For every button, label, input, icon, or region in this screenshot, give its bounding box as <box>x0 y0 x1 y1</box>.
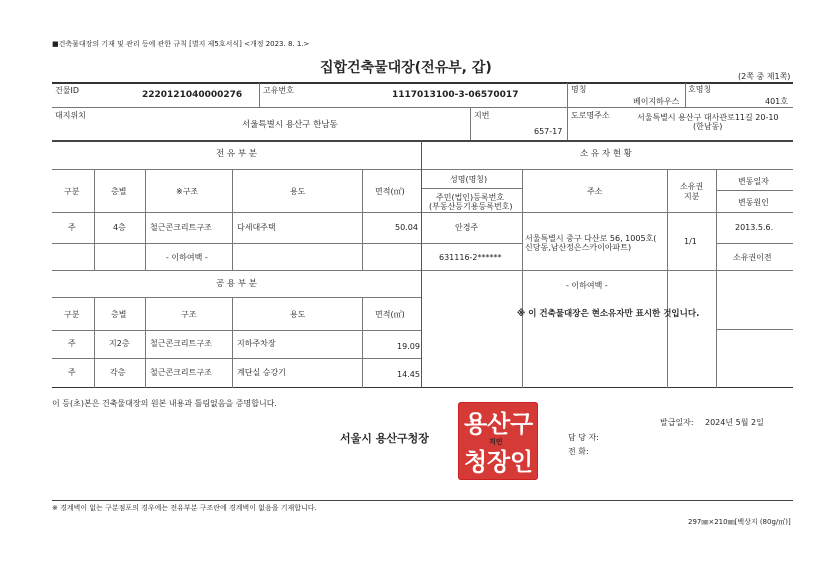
page-info: (2쪽 중 제1쪽) <box>738 72 791 81</box>
owner-header-share-line1: 소유권 <box>680 182 704 191</box>
row-struct: 철근콘크리트구조 <box>150 223 212 232</box>
building-name-value: 베이지하우스 <box>633 97 680 106</box>
exclusive-header-floor: 층별 <box>111 187 127 196</box>
row-use: 계단실 승강기 <box>237 368 286 377</box>
unique-no-label: 고유번호 <box>263 86 294 95</box>
row-area: 50.04 <box>395 223 418 232</box>
owner-header-date: 변동일자 <box>738 177 769 186</box>
owner-header-reg-line1: 주민(법인)등록번호 <box>436 193 505 202</box>
row-div: 주 <box>68 223 76 232</box>
road-address-label: 도로명주소 <box>571 111 610 120</box>
issue-date-label: 발급일자: <box>660 418 694 427</box>
ho-name-value: 401호 <box>765 97 788 106</box>
row-floor: 지2층 <box>109 339 130 348</box>
building-id-label: 건물ID <box>55 86 79 95</box>
lot-value: 657-17 <box>534 127 563 136</box>
building-id-value: 2220121040000276 <box>142 90 243 100</box>
owner-section-title: 소 유 자 현 황 <box>580 149 632 159</box>
owner-address-line2: 신당동,남산정은스카이아파트) <box>525 243 632 252</box>
common-header-area: 면적(㎡) <box>375 310 405 319</box>
site-label: 대지위치 <box>55 111 86 120</box>
owner-name: 안경주 <box>455 223 479 232</box>
exclusive-header-use: 용도 <box>290 187 306 196</box>
row-area: 19.09 <box>397 342 420 351</box>
common-header-floor: 층별 <box>111 310 127 319</box>
owner-notice: ※ 이 건축물대장은 현소유자만 표시한 것입니다. <box>517 309 700 319</box>
seal-char: 용 <box>464 409 488 438</box>
common-header-use: 용도 <box>290 310 306 319</box>
official-seal <box>458 402 538 480</box>
exclusive-header-struct: ※구조 <box>176 187 199 196</box>
common-section-title: 공 용 부 분 <box>216 279 257 289</box>
form-regulation-note: ■건축물대장의 기재 및 관리 등에 관한 규칙 [별지 제5호서식] <개정 2023. 8. 1.> <box>52 40 310 48</box>
unique-no-value: 1117013100-3-06570017 <box>392 90 519 100</box>
row-floor: 각층 <box>110 368 126 377</box>
owner-header-reg-line2: (부동산등기용등록번호) <box>429 202 513 211</box>
seal-char: 장 <box>487 447 511 476</box>
common-header-div: 구분 <box>64 310 80 319</box>
row-struct: 철근콘크리트구조 <box>150 368 212 377</box>
exclusive-end-marker: - 이하여백 - <box>166 253 208 262</box>
seal-char: 인 <box>510 447 534 476</box>
site-value: 서울특별시 용산구 한남동 <box>242 120 338 130</box>
row-div: 주 <box>68 339 76 348</box>
seal-small-text: 직인 <box>489 438 503 446</box>
change-cause: 소유권이전 <box>733 253 772 262</box>
lot-label: 지번 <box>474 111 490 120</box>
certification-text: 이 등(초)본은 건축물대장의 원본 내용과 틀림없음을 증명합니다. <box>52 399 277 408</box>
paper-spec: 297㎜×210㎜[백상지 (80g/㎡)] <box>688 518 791 526</box>
row-div: 주 <box>68 368 76 377</box>
seal-char: 구 <box>510 409 534 438</box>
common-header-struct: 구조 <box>181 310 197 319</box>
row-floor: 4층 <box>113 223 126 232</box>
issuer-name: 서울시 용산구청장 <box>340 432 429 445</box>
exclusive-header-div: 구분 <box>64 187 80 196</box>
owner-address-line1: 서울특별시 중구 다산로 56, 1005호( <box>525 234 657 243</box>
phone-label: 전 화: <box>568 447 589 456</box>
exclusive-section-title: 전 유 부 분 <box>216 149 257 159</box>
owner-share: 1/1 <box>684 237 697 246</box>
ho-name-label: 호명칭 <box>688 85 712 94</box>
row-use: 다세대주택 <box>237 223 276 232</box>
footnote: ※ 경계벽이 없는 구분점포의 경우에는 전유부분 구조란에 경계벽이 없음을 기재합니다. <box>52 504 317 512</box>
row-struct: 철근콘크리트구조 <box>150 339 212 348</box>
road-address-line1: 서울특별시 용산구 대사관로11길 20-10 <box>637 113 779 122</box>
change-date: 2013.5.6. <box>735 223 774 232</box>
row-area: 14.45 <box>397 370 420 379</box>
document-title: 집합건축물대장(전유부, 갑) <box>320 60 492 76</box>
building-name-label: 명칭 <box>571 85 587 94</box>
seal-char: 청 <box>464 447 488 476</box>
owner-reg-no: 631116-2****** <box>439 253 502 262</box>
officer-label: 담 당 자: <box>568 433 599 442</box>
owner-end-marker: - 이하여백 - <box>566 281 608 290</box>
owner-header-share-line2: 지분 <box>684 192 700 201</box>
owner-header-cause: 변동원인 <box>738 198 769 207</box>
owner-header-name: 성명(명칭) <box>450 175 488 184</box>
row-use: 지하주차장 <box>237 339 276 348</box>
road-address-line2: (한남동) <box>693 122 723 131</box>
seal-char: 산 <box>487 409 511 438</box>
exclusive-header-area: 면적(㎡) <box>375 187 405 196</box>
owner-header-address: 주소 <box>587 187 603 196</box>
issue-date: 2024년 5월 2일 <box>705 418 764 427</box>
